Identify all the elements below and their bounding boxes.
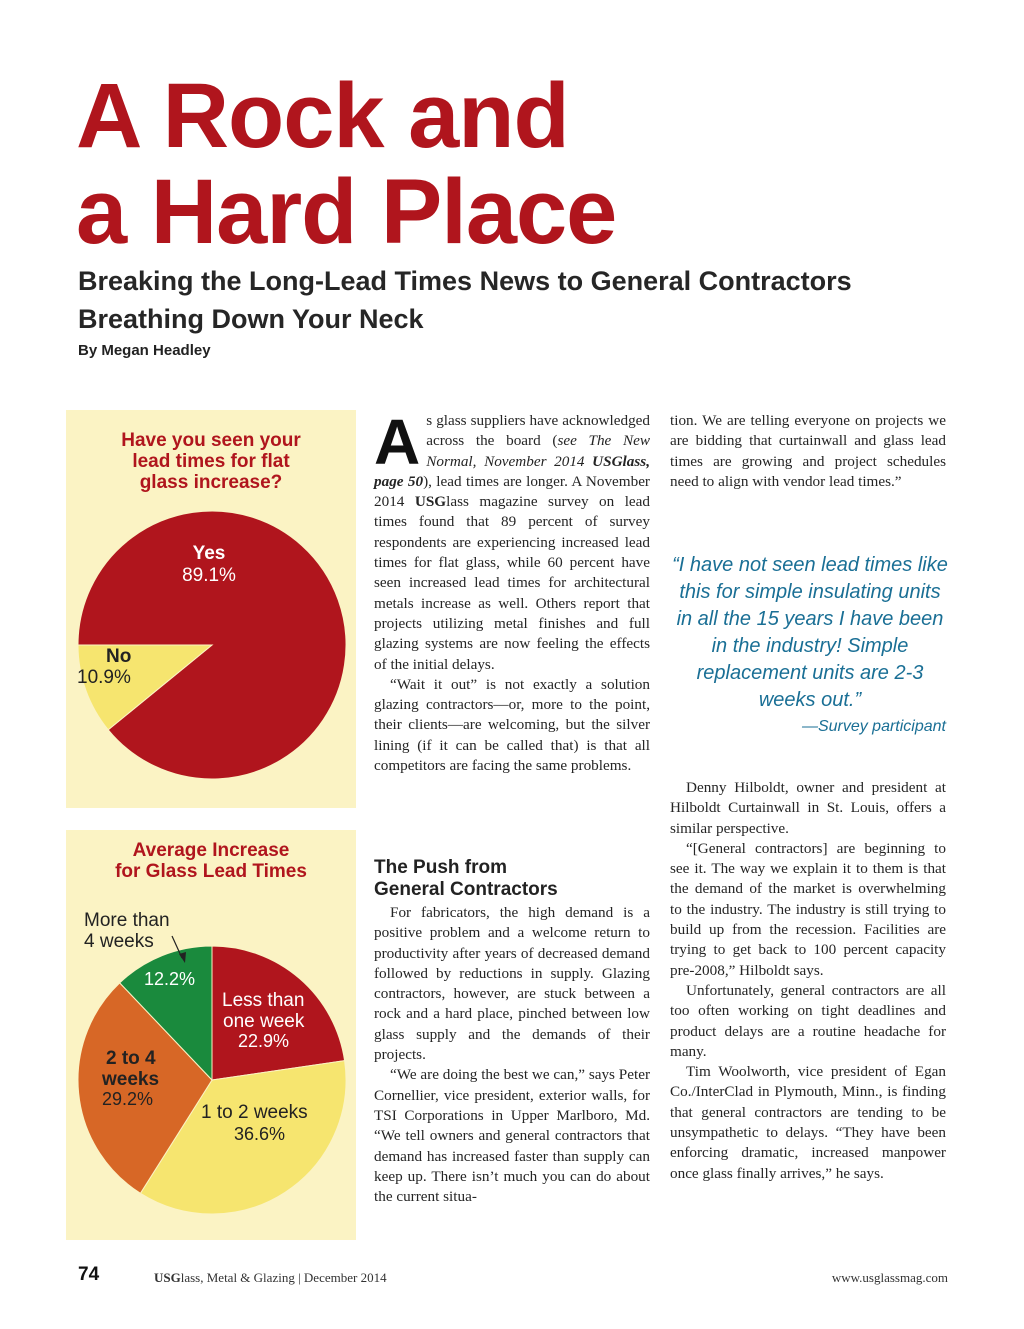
body-paragraph-6: “[General contractors] are beginning to see it. The way we explain it to them is that the demand of the market is overwhelming to the industry. The industry is still trying to build up from the recession. Facilities are trying to get back to 100 percent capacity pre-2008,” Hilboldt says.: [670, 839, 946, 979]
chart1-title-line: lead times for flat: [132, 451, 290, 472]
title-line-1: A Rock and: [76, 65, 569, 167]
text-run: ), lead times are longer. A November 2014: [374, 472, 650, 511]
chart-panel-average-increase: [66, 830, 356, 1240]
chart2-svg: [66, 830, 356, 1240]
pull-quote-attribution: —Survey participant: [801, 718, 946, 735]
body-column-2-top: [670, 411, 946, 492]
chart1-value-no: 10.9%: [77, 667, 131, 688]
chart1-label-yes: Yes: [192, 543, 226, 564]
body-paragraph-3: For fabricators, the high demand is a positive problem and a welcome return to productivity after years of decreased demand followed by reductions in supply. Glazing contractors, however, are stuck between a rock and a hard place, pinched between low glass supply and the demands of their projects.: [374, 904, 650, 1064]
chart2-label-2to4: 2 to 4: [106, 1048, 156, 1069]
chart2-value-more4: 12.2%: [144, 969, 196, 989]
chart2-label-more4-line2: 4 weeks: [84, 931, 154, 952]
text-run: USG: [414, 493, 447, 511]
body-column-1-bottom: [374, 903, 650, 1207]
byline: By Megan Headley: [78, 342, 211, 359]
chart1-value-yes: 89.1%: [182, 565, 236, 586]
footer-url: www.usglassmag.com: [831, 1270, 948, 1285]
body-paragraph-2: “Wait it out” is not exactly a solution glazing contractors—or, more to the point, their clients—are welcoming, but the silver lining (if it can be called that) is that all competitors are facing the same problems.: [374, 675, 650, 775]
chart2-label-less1-line2: one week: [223, 1011, 305, 1032]
chart2-title-line: for Glass Lead Times: [115, 861, 307, 882]
subhead-line: General Contractors: [374, 879, 558, 900]
chart1-svg: [66, 410, 356, 808]
chart2-label-more4: More than: [84, 910, 170, 931]
body-column-2-bottom: [670, 778, 946, 1184]
text-run: see The New Normal, November 2014: [426, 432, 650, 470]
chart2-value-2to4: 29.2%: [102, 1089, 154, 1109]
body-paragraph-8: Tim Woolworth, vice president of Egan Co./InterClad in Plymouth, Minn., is finding that general contractors are tending to be unsympathetic to delays. “They have been enforcing dramatic, increased manpower once glass finally arrives,” he says.: [670, 1063, 946, 1182]
chart2-title-line: Average Increase: [132, 840, 290, 861]
section-subhead: [374, 857, 650, 901]
chart1-label-no: No: [106, 646, 132, 667]
article-subtitle: Breaking the Long-Lead Times News to General Contractors Breathing Down Your Neck: [78, 266, 852, 334]
title-line-2: a Hard Place: [76, 161, 617, 263]
chart2-value-1to2: 36.6%: [234, 1124, 286, 1144]
text-run: s glass suppliers have acknowledged across the board (: [426, 412, 650, 450]
subhead-line: The Push from: [374, 857, 508, 878]
chart2-label-less1: Less than: [222, 990, 305, 1011]
body-paragraph-5: Denny Hilboldt, owner and president at Hilboldt Curtainwall in St. Louis, offers a similar perspective.: [670, 779, 946, 837]
text-run: lass magazine survey on lead times found that 89 percent of survey respondents are experiencing increased lead times for flat glass, while 60 percent have seen increased lead times for architectural metals increase as well. Others report that projects utilizing metal finishes and full glazing systems are now feeling the effects of the initial delays.: [374, 493, 650, 673]
footer-magazine: [154, 1270, 387, 1286]
chart2-label-1to2: 1 to 2 weeks: [201, 1102, 308, 1123]
chart2-value-less1: 22.9%: [238, 1031, 290, 1051]
chart-panel-flat-glass: [66, 410, 356, 808]
body-paragraph-4-cont: tion. We are telling everyone on projects we are bidding that curtainwall and glass lead times are growing and project schedules need to align with vendor lead times.”: [670, 412, 946, 490]
text-run: USGlass, page 50: [374, 452, 650, 490]
dropcap: A: [374, 406, 421, 478]
page-number: 74: [78, 1264, 100, 1285]
pull-quote: “I have not seen lead times like this for simple insulating units in all the 15 years I have been in the industry! Simple replacement units are 2-3 weeks out.”: [672, 554, 948, 711]
body-paragraph-4: “We are doing the best we can,” says Peter Cornellier, vice president, exterior walls, for TSI Corporations in Upper Marlboro, Md. “We tell owners and general contractors that demand has increased faster than supply can keep up. There isn’t much you can do about the current situa-: [374, 1066, 650, 1206]
chart1-title-line: glass increase?: [139, 472, 283, 493]
text-run: USG: [154, 1270, 181, 1285]
chart2-label-2to4-line2: weeks: [102, 1069, 160, 1090]
body-paragraph-7: Unfortunately, general contractors are all too often working on tight deadlines and product delays are a routine headache for many.: [670, 981, 946, 1060]
body-paragraph-1: [374, 406, 650, 675]
chart1-title-line: Have you seen your: [121, 430, 301, 451]
text-run: lass, Metal & Glazing | December 2014: [180, 1270, 387, 1285]
body-column-1-top: [374, 406, 650, 776]
article-title: [76, 65, 976, 263]
